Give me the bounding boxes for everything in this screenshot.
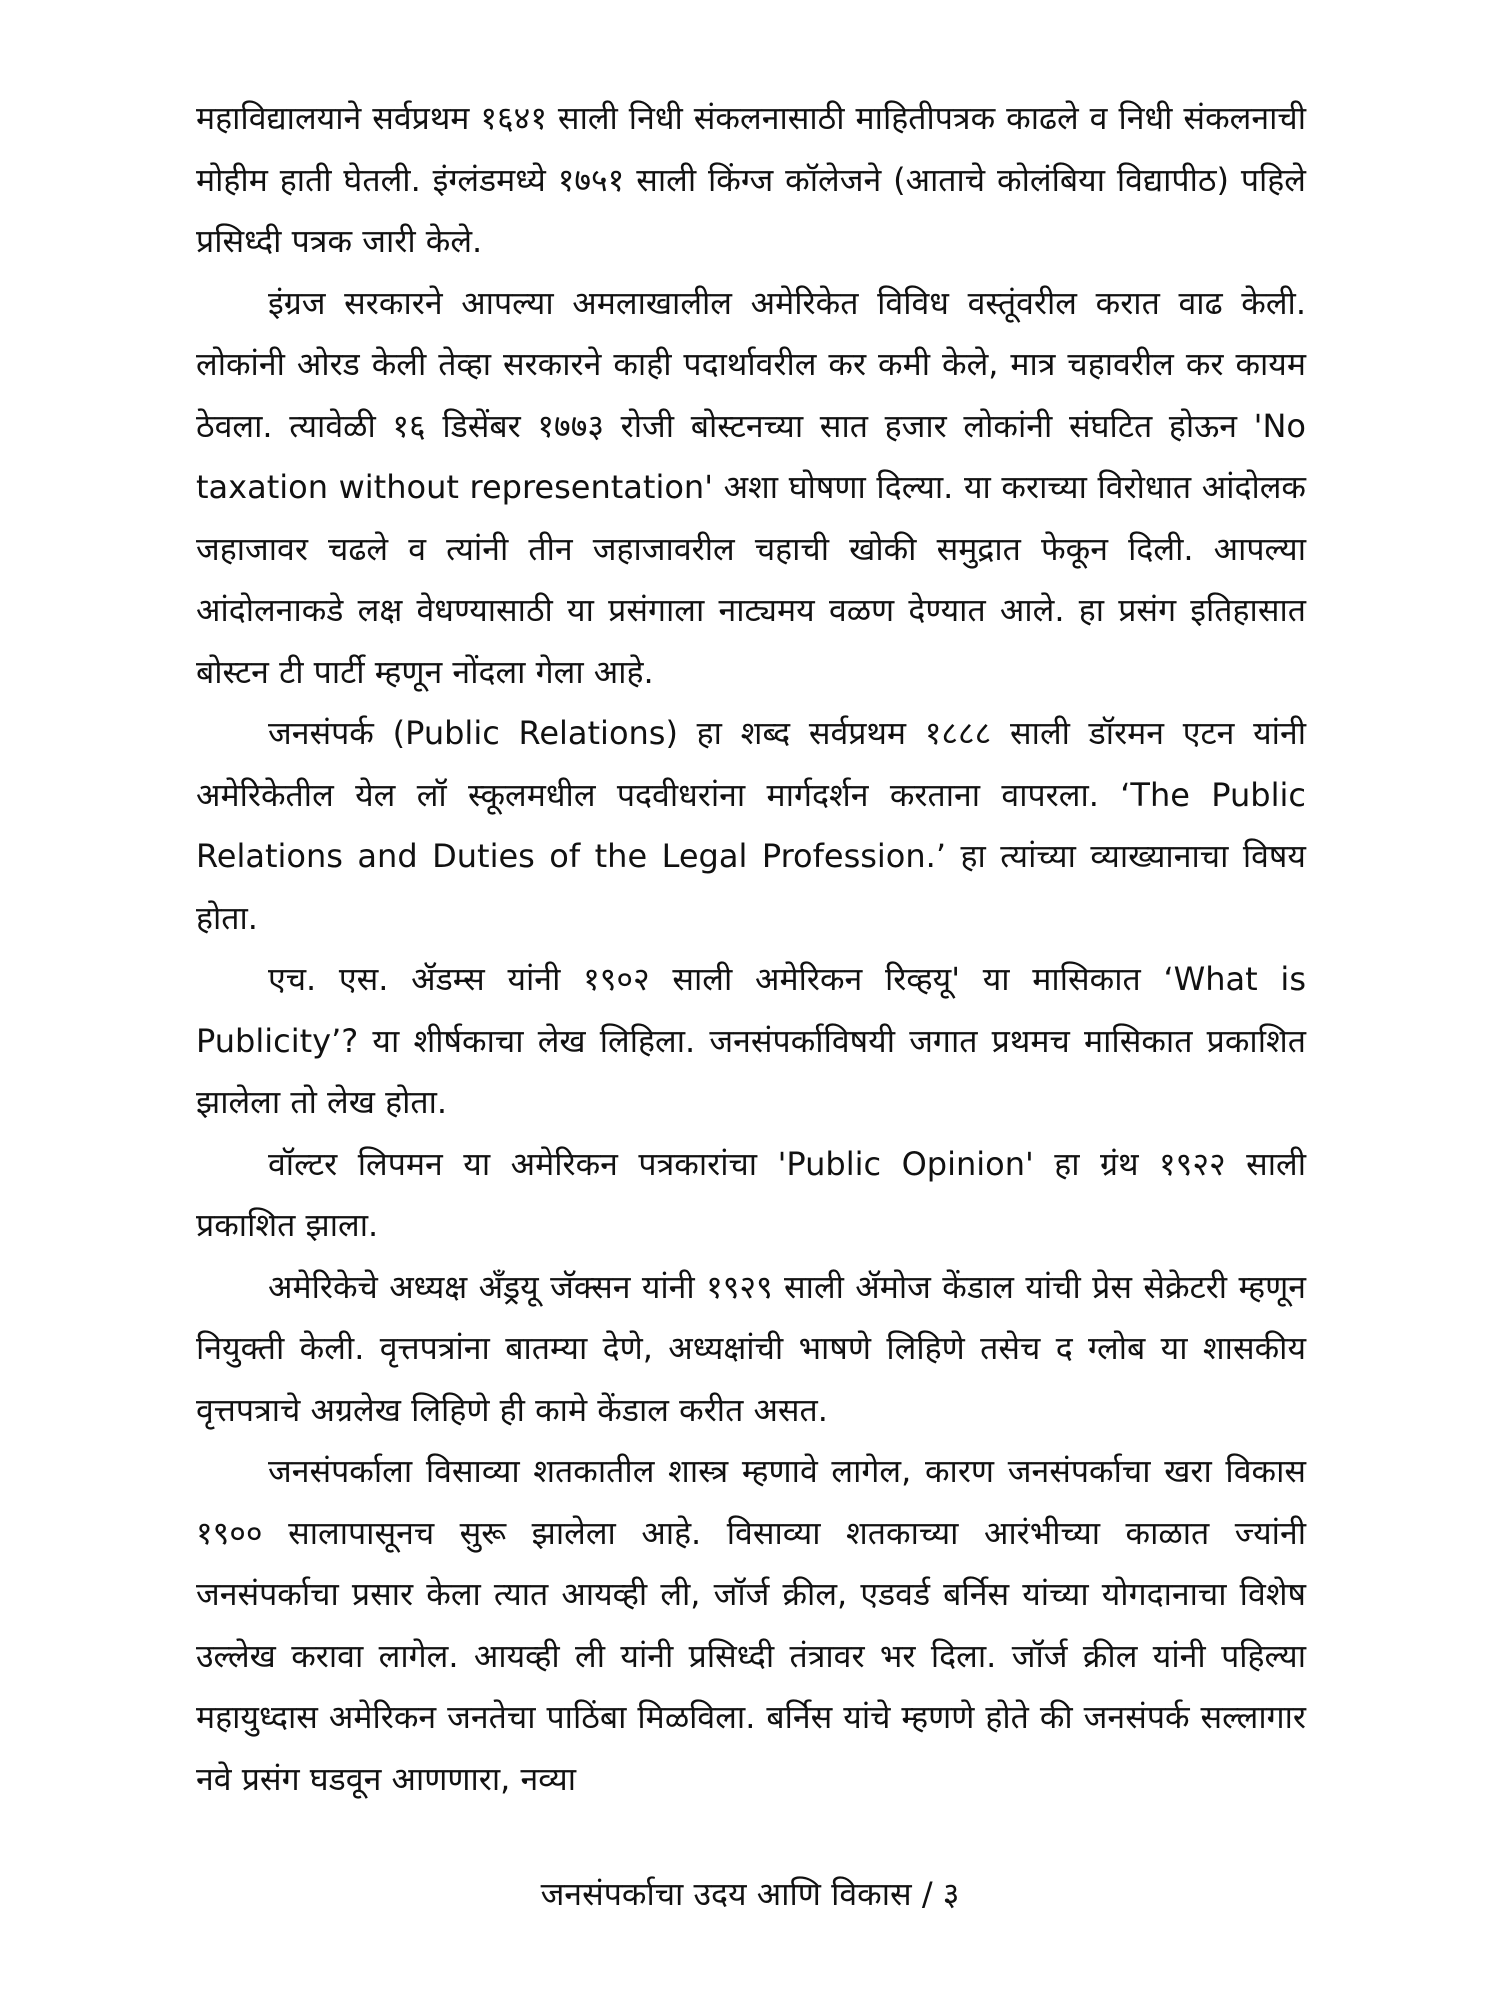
- paragraph-continued: महाविद्यालयाने सर्वप्रथम १६४१ साली निधी संकलनासाठी माहितीपत्रक काढले व निधी संकलनाची मोहीम हाती घेतली. इंग्लंडमध्ये १७५१ साली किंग्ज कॉलेजने (आताचे कोलंबिया विद्यापीठ) पहिले प्रसिध्दी पत्रक जारी केले.: [196, 99, 1306, 260]
- paragraph-what-is-publicity: एच. एस. ॲडम्स यांनी १९०२ साली अमेरिकन रिव्हयू' या मासिकात ‘What is Publicity’? या शीर्षकाचा लेख लिहिला. जनसंपर्काविषयी जगात प्रथमच मासिकात प्रकाशित झालेला तो लेख होता.: [196, 960, 1306, 1121]
- paragraph-boston-tea-party: इंग्रज सरकारने आपल्या अमलाखालील अमेरिकेत विविध वस्तूंवरील करात वाढ केली. लोकांनी ओरड केली तेव्हा सरकारने काही पदार्थावरील कर कमी केले, मात्र चहावरील कर कायम ठेवला. त्यावेळी १६ डिसेंबर १७७३ रोजी बोस्टनच्या सात हजार लोकांनी संघटित होऊन 'No taxation without representation' अशा घोषणा दिल्या. या कराच्या विरोधात आंदोलक जहाजावर चढले व त्यांनी तीन जहाजावरील चहाची खोकी समुद्रात फेकून दिली. आपल्या आंदोलनाकडे लक्ष वेधण्यासाठी या प्रसंगाला नाट्यमय वळण देण्यात आले. हा प्रसंग इतिहासात बोस्टन टी पार्टी म्हणून नोंदला गेला आहे.: [196, 283, 1306, 691]
- paragraph-public-relations-term: जनसंपर्क (Public Relations) हा शब्द सर्वप्रथम १८८८ साली डॉरमन एटन यांनी अमेरिकेतील येल लॉ स्कूलमधील पदवीधरांना मार्गदर्शन करताना वापरला. ‘The Public Relations and Duties of the Legal Profession.’ हा त्यांच्या व्याख्यानाचा विषय होता.: [196, 714, 1306, 937]
- paragraph-twentieth-century: जनसंपर्काला विसाव्या शतकातील शास्त्र म्हणावे लागेल, कारण जनसंपर्काचा खरा विकास १९०० सालापासूनच सुरू झालेला आहे. विसाव्या शतकाच्या आरंभीच्या काळात ज्यांनी जनसंपर्काचा प्रसार केला त्यात आयव्ही ली, जॉर्ज क्रील, एडवर्ड बर्निस यांच्या योगदानाचा विशेष उल्लेख करावा लागेल. आयव्ही ली यांनी प्रसिध्दी तंत्रावर भर दिला. जॉर्ज क्रील यांनी पहिल्या महायुध्दास अमेरिकन जनतेचा पाठिंबा मिळविला. बर्निस यांचे म्हणणे होते की जनसंपर्क सल्लागार नवे प्रसंग घडवून आणणारा, नव्या: [196, 1452, 1306, 1798]
- page-footer: जनसंपर्काचा उदय आणि विकास / ३: [540, 1875, 960, 1913]
- paragraph-public-opinion: वॉल्टर लिपमन या अमेरिकन पत्रकारांचा 'Public Opinion' हा ग्रंथ १९२२ साली प्रकाशित झाला.: [196, 1144, 1306, 1244]
- body-text: [196, 88, 1306, 1810]
- paragraph-kendall-press-secretary: अमेरिकेचे अध्यक्ष अँड्रयू जॅक्सन यांनी १९२९ साली ॲमोज केंडाल यांची प्रेस सेक्रेटरी म्हणून नियुक्ती केली. वृत्तपत्रांना बातम्या देणे, अध्यक्षांची भाषणे लिहिणे तसेच द ग्लोब या शासकीय वृत्तपत्राचे अग्रलेख लिहिणे ही कामे केंडाल करीत असत.: [196, 1267, 1306, 1429]
